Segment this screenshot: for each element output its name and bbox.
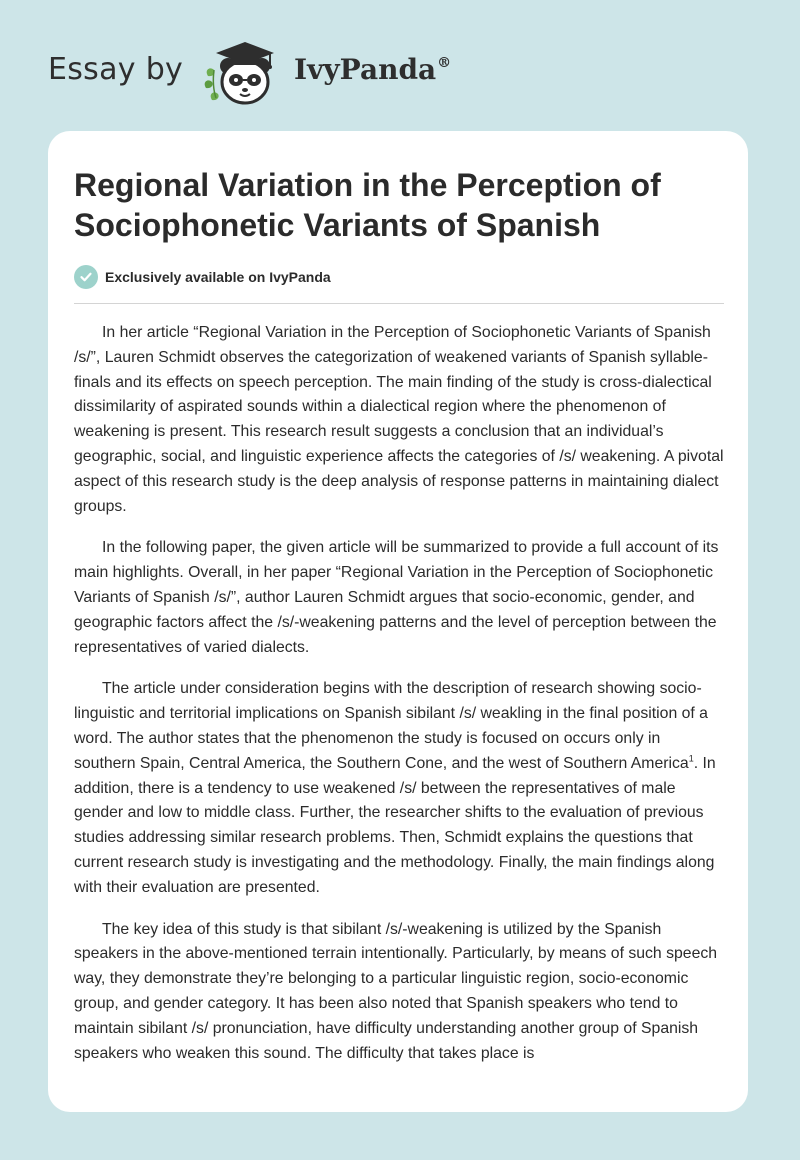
panda-graduate-icon <box>202 36 284 110</box>
paragraph-3: The article under consideration begins with the description of research showing socio-linguistic and territorial implications on Spanish sibilant /s/ weakling in the final position of a word. The author states that the phenomenon the study is focused on occurs only in southern Spain, Central America, the Southern Cone, and the west of Southern America$^1$. In addition, there is a tendency to use weakened /s/ between the representatives of male gender and low to middle class. Further, the researcher shifts to the evaluation of previous studies addressing similar research problems. Then, Schmidt explains the questions that current research study is investigating and the methodology. Finally, the main findings along with their evaluation are presented. <box>74 680 716 896</box>
footnote-ref-1[interactable]: 1 <box>688 753 694 764</box>
brand-name: IvyPanda® <box>294 53 452 86</box>
divider <box>74 303 724 304</box>
essay-card <box>48 131 748 1112</box>
check-icon <box>74 265 98 289</box>
essay-title-line-1: Regional Variation in the Perception of <box>74 167 661 203</box>
essay-body <box>74 321 724 1083</box>
paragraph-2: In the following paper, the given article will be summarized to provide a full account of its main highlights. Overall, in her paper “Regional Variation in the Perception of Sociophonetic Variants of Spanish /s/”, author Lauren Schmidt argues that socio-economic, gender, and geographic factors affect the /s/-weakening patterns and the level of perception between the representatives of varied dialects. <box>74 539 719 656</box>
paragraph-1: In her article “Regional Variation in the Perception of Sociophonetic Variants of Spanish /s/”, Lauren Schmidt observes the categorization of weakened variants of Spanish syllable-finals and its effects on speech perception. The main finding of the study is cross-dialectical dissimilarity of aspirated sounds within a dialectical region where the phenomenon of weakening is present. This research result suggests a conclusion that an individual’s geographic, social, and linguistic experience affects the categories of /s/ weakening. A pivotal aspect of this research study is the deep analysis of response patterns in maintaining dialect groups. <box>74 324 724 515</box>
paragraph-4: The key idea of this study is that sibilant /s/-weakening is utilized by the Spanish speakers in the above-mentioned terrain intentionally. Particularly, by means of such speech way, they demonstrate they’re belonging to a particular linguistic region, socio-economic group, and gender category. It has been also noted that Spanish speakers who tend to maintain sibilant /s/ pronunciation, have difficulty understanding another group of Spanish speakers who weaken this sound. The difficulty that takes place is <box>74 920 718 1062</box>
registered-mark: ® <box>437 55 452 71</box>
exclusive-badge <box>74 264 331 290</box>
site-brand[interactable] <box>48 36 468 110</box>
exclusive-badge-label: Exclusively available on IvyPanda <box>105 269 331 285</box>
essay-title-line-2: Sociophonetic Variants of Spanish <box>74 207 601 243</box>
essay-title <box>74 165 724 245</box>
brand-prefix: Essay by <box>48 52 184 87</box>
